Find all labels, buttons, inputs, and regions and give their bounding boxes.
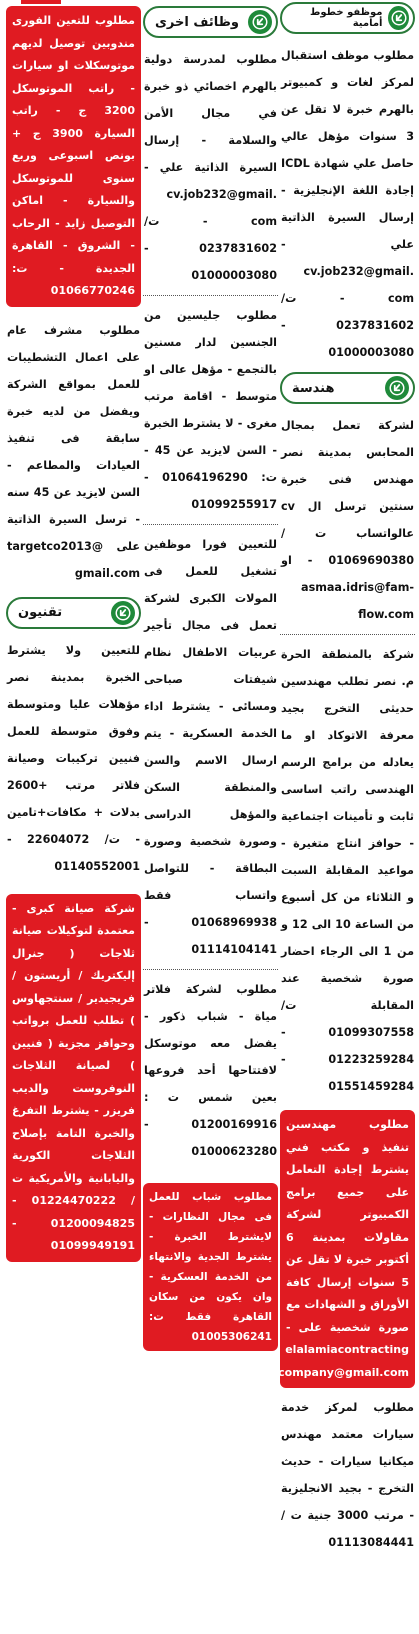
job-ad-highlighted: مطلوب مهندسين تنفيذ و مكتب فني يشترط إجادة التعامل على جميع برامج الكمبيوتر لشركة مقاولات بمدينة 6 أكتوبر خبرة لا تقل عن 5 سنوات إرسال كافة الأوراق و الشهادات مع صورة شخصية على - elalamiacontracting company@gmail.com — [280, 1110, 415, 1388]
column-middle — [143, 0, 278, 1634]
job-ad: مطلوب لمركز خدمة سيارات معتمد مهندس ميكانيا سيارات - حديث التخرج - بجيد الانجليزية - مرتب 3000 جنية ت / 01113084441 — [281, 1401, 414, 1549]
job-ad: مطلوب موظف استقبال لمركز لغات و كمبيوتر بالهرم خبرة لا تقل عن 3 سنوات مؤهل عالي حاصل علي شهادة ICDL إجادة اللغة الإنجليزية - إرسال السيرة الذاتية علي - cv.job232@gmail. com - ت/ 0237831602 - 01000003080 — [281, 49, 414, 359]
section-header-technicians — [6, 597, 141, 629]
divider — [280, 634, 415, 635]
job-ad: مطلوب مشرف عام على اعمال التشطيبات للعمل بمواقع الشركة ويفضل من لديه خبرة سابقة فى تنفيذ العيادات والمطاعم - السن لايزيد عن 45 سنه - ترسل السيرة الذاتية على targetco2013@ gmail.com — [7, 323, 140, 580]
job-ad: مطلوب لشركة فلاتر مياة - شباب ذكور - يفضل معه موتوسكل لافتتاحها أحد فروعها بعين شمس ت : 01200169916 - 01000623280 — [144, 983, 277, 1158]
divider — [143, 969, 278, 970]
job-ad-highlighted: مطلوب شباب للعمل فى مجال النظارات - لايشترط الخبرة - يشترط الجدية والانتهاء من الخدمة العسكرية - وان يكون من سكان القاهرة فقط ت: 01005306241 — [143, 1183, 278, 1351]
section-header-engineering — [280, 372, 415, 404]
section-title: تقنيون — [18, 605, 63, 620]
job-ad: لشركة تعمل بمجال المحابس بمدينة نصر مهندس فنى خبرة سنتين ترسل ال cv عالواتساب ت / 01069690380 - او asmaa.idris@fam- flow.com — [281, 419, 414, 621]
job-ad-highlighted: شركة صيانة كبرى - معتمدة لتوكيلات صيانة ثلاجات ( جنرال إليكتريك / أريستون / فريجيدير / سنتجهاوس ) تطلب للعمل برواتب وحوافز مجزية ( فنيين ) لصيانة الثلاجات النوفروست والديب فريزر - يشترط التفرغ والخبرة التامة بإصلاح الثلاجات الكورية واليابانية والأمريكية ت / 01224470222 - 01200094825 - 01099949191 — [6, 894, 141, 1262]
column-left — [6, 0, 141, 1634]
job-ad: شركة بالمنطقة الحرة م. نصر تطلب مهندسين حديثى التخرج بجيد معرفة الاتوكاد او ما يعادله من برامج الرسم الهندسى راتب اساسى ثابت و تأمينات اجتماعية - حوافز انتاج متغيرة - مواعيد المقابلة السبت و الثلاثاء من كل أسبوع من الساعة 10 الى 12 و من 1 الى الرجاء احضار صورة شخصية عند المقابلة ت/ 01099307558 - 01223259284 - 01551459284 — [281, 648, 414, 1093]
arrow-icon — [388, 6, 409, 30]
column-right — [280, 0, 415, 1634]
section-header-other-jobs — [143, 6, 278, 38]
section-title: موظفو خطوط أمامية — [310, 7, 383, 29]
arrow-icon — [248, 10, 272, 34]
arrow-icon — [111, 601, 135, 625]
job-ad: للتعيين ولا يشترط الخبرة بمدينة نصر مؤهلات عليا ومتوسطة وفوق متوسطة للعمل فنيين تركيبات وصيانة فلاتر مرتب +2600 بدلات + مكافات+تامين - ت/ 22604072 - 01140552001 — [7, 643, 140, 873]
top-accent-bar — [21, 0, 61, 4]
divider — [143, 295, 278, 296]
section-header-front-desk — [280, 2, 415, 34]
job-ad: مطلوب جليسين من الجنسين لدار مسنين بالتجمع - مؤهل عالى او متوسط - اقامة مرتب مغرى - لا يشترط الخبرة - السن لايزيد عن 45 - ت: 01064196290 - 01099255917 — [144, 309, 278, 511]
section-title: هندسة — [292, 380, 335, 396]
divider — [143, 524, 278, 525]
job-ad: للتعيين فورا موظفين تشغيل للعمل فى المولات الكبرى لشركة تعمل فى مجال تأجير عربيات الاطفال نظام شيفتات صباحى ومسائى - يشترط اداء الخدمة العسكرية - يتم ارسال الاسم والسن والمنطقة السكن والمؤهل الدراسى وصورة شخصية وصورة البطاقة - للتواصل واتساب فقط 01068969938 - 01114104141 — [144, 538, 277, 956]
arrow-icon — [385, 376, 409, 400]
job-ad-highlighted: مطلوب للتعين الفورى مندوبين توصيل لديهم موتوسكلات او سيارات - راتب الموتوسكل 3200 ج - راتب السيارة 3900 ج + بونص اسبوعى وربع سنوى للموتوسكل والسيارة - اماكن التوصيل زايد - الرحاب - الشروق - القاهرة الجديدة - ت: 01066770246 — [6, 6, 141, 307]
job-ad: مطلوب لمدرسة دولية بالهرم اخصائي ذو خبرة في مجال الأمن والسلامة - إرسال السيرة الذاتية علي - cv.job232@gmail. com - ت/ 0237831602 - 01000003080 — [144, 53, 277, 282]
section-title: وظائف اخرى — [155, 14, 239, 30]
